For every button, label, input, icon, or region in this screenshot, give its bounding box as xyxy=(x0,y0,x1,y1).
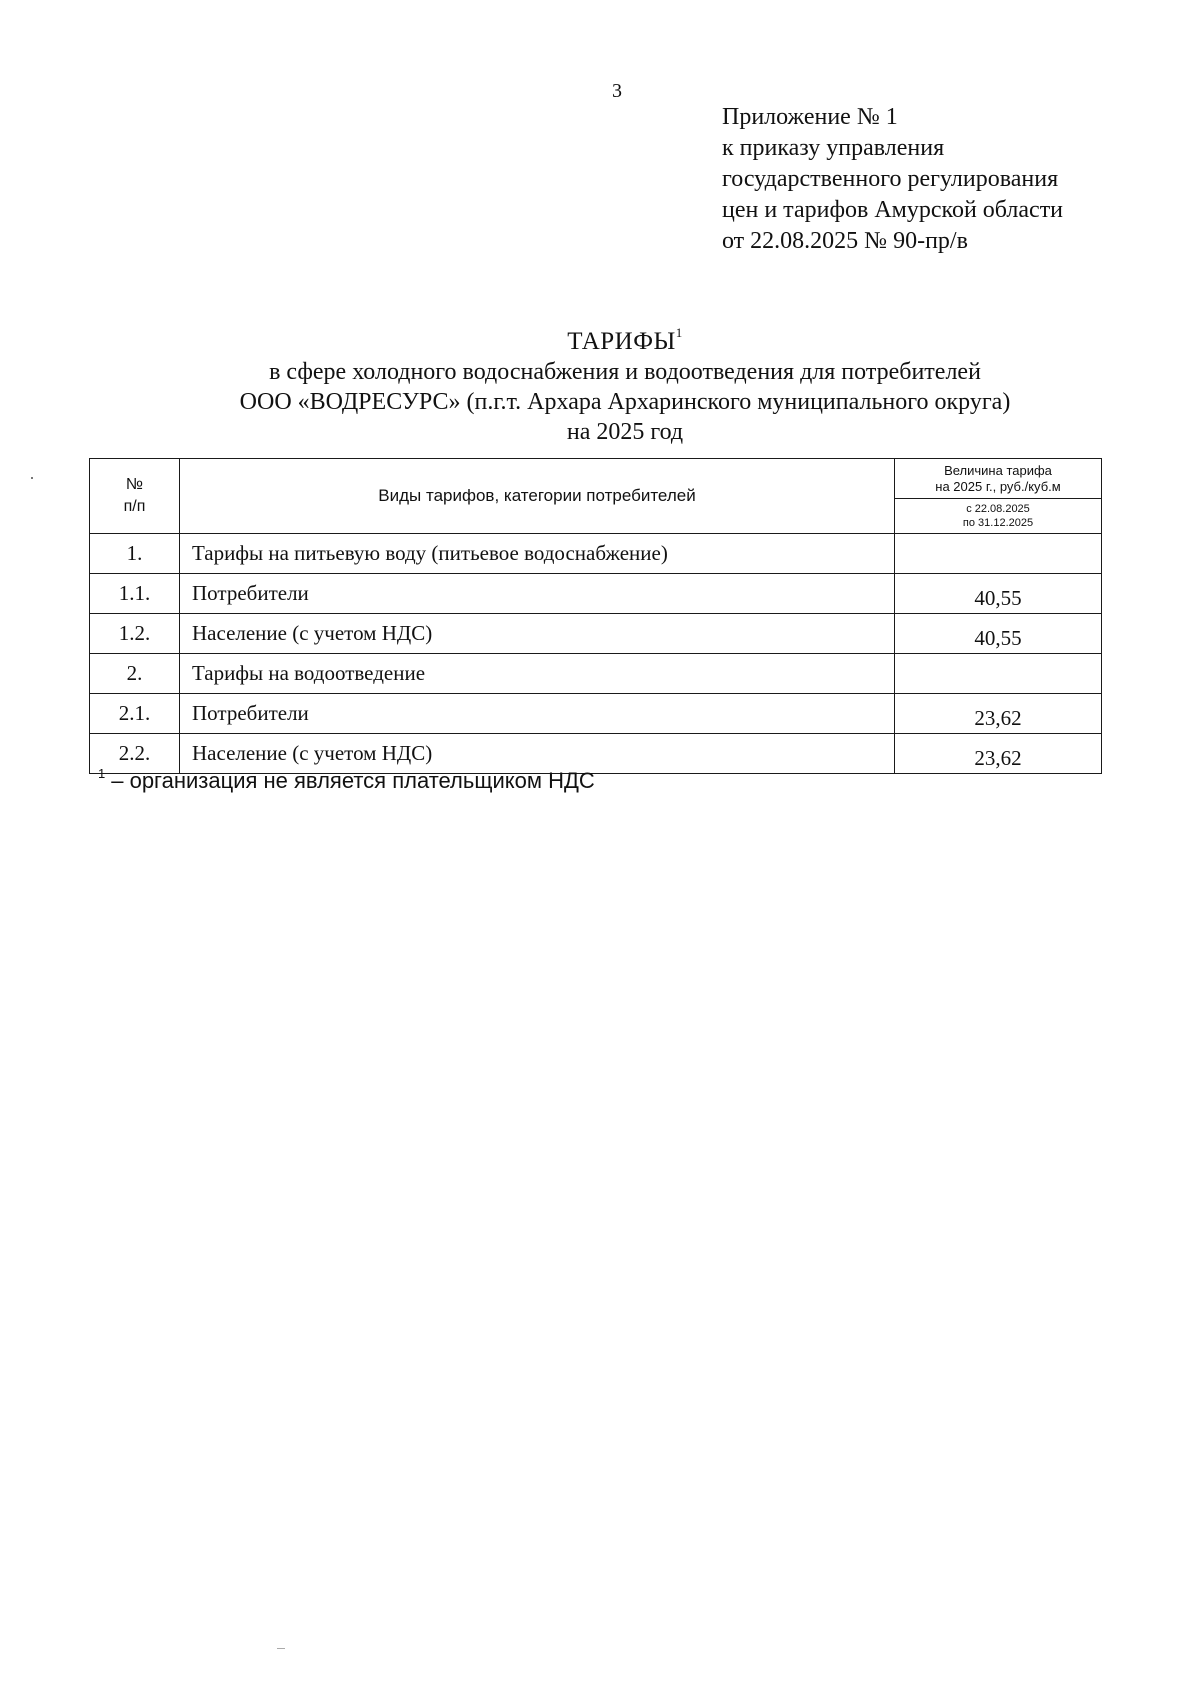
document-title xyxy=(0,318,1200,447)
row-value: 40,55 xyxy=(895,574,1102,614)
title-subline: ООО «ВОДРЕСУРС» (п.г.т. Архара Архаринского муниципального округа) xyxy=(239,389,1011,415)
table-header-row xyxy=(90,459,1102,499)
title-subline: в сфере холодного водоснабжения и водоотведения для потребителей xyxy=(269,359,981,385)
scan-speck xyxy=(31,477,33,479)
row-name: Население (с учетом НДС) xyxy=(180,614,895,654)
footnote-mark: 1 xyxy=(98,766,106,781)
header-period-line2: по 31.12.2025 xyxy=(962,517,1034,529)
title-word: ТАРИФЫ xyxy=(567,328,676,355)
row-name: Тарифы на водоотведение xyxy=(180,654,895,694)
row-number: 2.1. xyxy=(90,694,180,734)
header-tariff-type: Виды тарифов, категории потребителей xyxy=(180,459,895,534)
table-row xyxy=(90,694,1102,734)
header-tariff-value xyxy=(895,459,1102,499)
row-number: 1. xyxy=(90,534,180,574)
appendix-line: Приложение № 1 xyxy=(722,104,898,130)
table-row xyxy=(90,574,1102,614)
row-number: 2.2. xyxy=(90,734,180,774)
header-period-line1: с 22.08.2025 xyxy=(966,503,1030,515)
header-number xyxy=(90,459,180,534)
table-row xyxy=(90,534,1102,574)
row-value: 40,55 xyxy=(895,614,1102,654)
row-number: 1.2. xyxy=(90,614,180,654)
header-value-line2: на 2025 г., руб./куб.м xyxy=(935,478,1061,494)
tariff-table xyxy=(89,458,1102,774)
appendix-line: к приказу управления xyxy=(722,135,945,161)
title-main xyxy=(0,318,1200,357)
table-row xyxy=(90,614,1102,654)
row-number: 2. xyxy=(90,654,180,694)
row-name: Потребители xyxy=(180,694,895,734)
page-number: 3 xyxy=(612,80,622,102)
row-name: Население (с учетом НДС) xyxy=(180,734,895,774)
row-number: 1.1. xyxy=(90,574,180,614)
table-row xyxy=(90,654,1102,694)
appendix-line: государственного регулирования xyxy=(722,166,1059,192)
header-number-line2: п/п xyxy=(123,498,146,515)
appendix-line: цен и тарифов Амурской области xyxy=(722,197,1064,223)
row-name: Тарифы на питьевую воду (питьевое водоснабжение) xyxy=(180,534,895,574)
appendix-reference xyxy=(722,102,1063,257)
row-value: 23,62 xyxy=(895,734,1102,774)
header-number-line1: № xyxy=(125,476,144,493)
row-value: 23,62 xyxy=(895,694,1102,734)
row-value xyxy=(895,654,1102,694)
footnote-text: – организация не является плательщиком НДС xyxy=(111,768,595,793)
scan-speck xyxy=(277,1648,285,1649)
title-subline: на 2025 год xyxy=(566,419,684,445)
row-value xyxy=(895,534,1102,574)
title-footnote-mark: 1 xyxy=(675,325,683,340)
appendix-line: от 22.08.2025 № 90-пр/в xyxy=(722,228,968,254)
header-value-line1: Величина тарифа xyxy=(944,462,1052,478)
footnote xyxy=(98,768,595,794)
header-period xyxy=(895,499,1102,534)
row-name: Потребители xyxy=(180,574,895,614)
